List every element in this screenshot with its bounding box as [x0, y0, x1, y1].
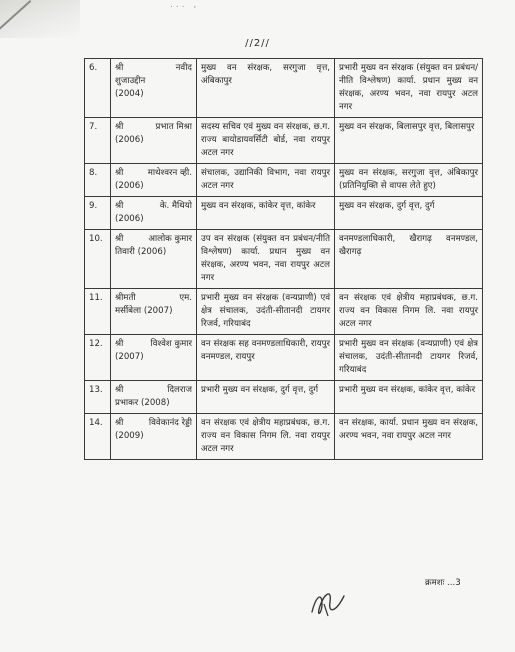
- table-row: [85, 59, 483, 118]
- officer-name-text: प्रभात मिश्रा: [155, 122, 192, 132]
- serial-number: 6.: [85, 59, 111, 118]
- table-row: [85, 335, 483, 381]
- new-posting: प्रभारी मुख्य वन संरक्षक (संयुक्त वन प्रबंधन/नीति विश्लेषण) कार्या. प्रधान मुख्य वन संरक्षक, अरण्य भवन, नवा रायपुर अटल नगर: [335, 59, 483, 118]
- officer-name-text: माथेश्वरन व्ही.: [147, 168, 192, 178]
- signature: [306, 582, 350, 622]
- officer-name: [111, 289, 197, 335]
- table-row: [85, 414, 483, 460]
- officer-name: [111, 118, 197, 164]
- new-posting: मुख्य वन संरक्षक, दुर्ग वृत्त, दुर्ग: [335, 197, 483, 230]
- serial-number: 7.: [85, 118, 111, 164]
- new-posting: प्रभारी मुख्य वन संरक्षक (वन्यप्राणी) एवं क्षेत्र संचालक, उदंती-सीतानदी टायगर रिजर्व, गरियाबंद: [335, 335, 483, 381]
- batch-year: (2007): [115, 352, 144, 362]
- officer-title: श्री: [115, 63, 124, 73]
- batch-year: (2006): [115, 181, 144, 191]
- batch-year: (2004): [115, 89, 144, 99]
- officer-title: श्री: [115, 201, 124, 211]
- officer-name-line2: तिवारी (2006): [115, 247, 167, 257]
- batch-year: (2006): [115, 214, 144, 224]
- officer-name-line2: शुजाउद्दीन: [115, 76, 146, 86]
- top-scrawl: ... ,: [170, 0, 200, 10]
- officer-name: [111, 335, 197, 381]
- officer-name-text: विश्वेश कुमार: [150, 339, 192, 349]
- serial-number: 13.: [85, 381, 111, 414]
- table-row: [85, 118, 483, 164]
- officer-name-text: दिलराज: [167, 385, 192, 395]
- serial-number: 11.: [85, 289, 111, 335]
- officer-name-text: आलोक कुमार: [148, 234, 192, 244]
- current-posting: वन संरक्षक सह वनमण्डलाधिकारी, रायपुर वनमण्डल, रायपुर: [197, 335, 335, 381]
- officer-title: श्री: [115, 339, 124, 349]
- current-posting: वन संरक्षक एवं क्षेत्रीय महाप्रबंधक, छ.ग. राज्य वन विकास निगम लि. नवा रायपुर अटल नगर: [197, 414, 335, 460]
- serial-number: 8.: [85, 164, 111, 197]
- table-row: [85, 197, 483, 230]
- serial-number: 10.: [85, 230, 111, 289]
- table-row: [85, 164, 483, 197]
- batch-year: (2006): [115, 135, 144, 145]
- officer-name-line2: प्रभाकर (2008): [115, 398, 170, 408]
- current-posting: संचालक, उद्यानिकी विभाग, नवा रायपुर अटल नगर: [197, 164, 335, 197]
- batch-year: (2009): [115, 431, 144, 441]
- new-posting: प्रभारी मुख्य वन संरक्षक, कांकेर वृत्त, कांकेर: [335, 381, 483, 414]
- continued-note: क्रमशः ...3: [425, 578, 461, 588]
- table-row: [85, 289, 483, 335]
- transfer-table: [84, 58, 483, 460]
- serial-number: 12.: [85, 335, 111, 381]
- officer-name: [111, 197, 197, 230]
- current-posting: प्रभारी मुख्य वन संरक्षक (वन्यप्राणी) एवं क्षेत्र संचालक, उदंती-सीतानदी टायगर रिजर्व, गरियाबंद: [197, 289, 335, 335]
- officer-name: [111, 381, 197, 414]
- officer-title: श्रीमती: [115, 293, 136, 303]
- officer-name-text: विवेकानंद रेड्डी: [148, 418, 192, 428]
- officer-title: श्री: [115, 168, 124, 178]
- table-row: [85, 230, 483, 289]
- serial-number: 9.: [85, 197, 111, 230]
- serial-number: 14.: [85, 414, 111, 460]
- officer-name-text: के. मैथियो: [159, 201, 192, 211]
- current-posting: मुख्य वन संरक्षक, कांकेर वृत्त, कांकेर: [197, 197, 335, 230]
- new-posting: मुख्य वन संरक्षक, बिलासपुर वृत्त, बिलासपुर: [335, 118, 483, 164]
- officer-name-line2: मर्सीबेला (2007): [115, 306, 173, 316]
- officer-title: श्री: [115, 234, 124, 244]
- new-posting: मुख्य वन संरक्षक, सरगुजा वृत्त, अंबिकापुर (प्रतिनियुक्ति से वापस लेते हुए): [335, 164, 483, 197]
- officer-name-text: एम.: [179, 293, 192, 303]
- officer-title: श्री: [115, 385, 124, 395]
- officer-name: [111, 414, 197, 460]
- new-posting: वनमण्डलाधिकारी, खैरागढ़ वनमण्डल, खैरागढ़: [335, 230, 483, 289]
- table-row: [85, 381, 483, 414]
- current-posting: प्रभारी मुख्य वन संरक्षक, दुर्ग वृत्त, दुर्ग: [197, 381, 335, 414]
- current-posting: मुख्य वन संरक्षक, सरगुजा वृत्त, अंबिकापुर: [197, 59, 335, 118]
- officer-title: श्री: [115, 418, 124, 428]
- current-posting: उप वन संरक्षक (संयुक्त वन प्रबंधन/नीति विश्लेषण) कार्या. प्रधान मुख्य वन संरक्षक, अरण्य भवन, नवा रायपुर अटल नगर: [197, 230, 335, 289]
- page-fold-shadow: [0, 0, 80, 38]
- officer-name: [111, 230, 197, 289]
- officer-name: [111, 164, 197, 197]
- officer-title: श्री: [115, 122, 124, 132]
- new-posting: वन संरक्षक एवं क्षेत्रीय महाप्रबंधक, छ.ग. राज्य वन विकास निगम लि. नवा रायपुर अटल नगर: [335, 289, 483, 335]
- page-number: //2//: [245, 38, 270, 49]
- officer-name-text: नवीद: [175, 63, 192, 73]
- officer-name: [111, 59, 197, 118]
- new-posting: वन संरक्षक, कार्या. प्रधान मुख्य वन संरक्षक, अरण्य भवन, नवा रायपुर अटल नगर: [335, 414, 483, 460]
- current-posting: सदस्य सचिव एवं मुख्य वन संरक्षक, छ.ग. राज्य बायोडायवर्सिटी बोर्ड, नवा रायपुर अटल नगर: [197, 118, 335, 164]
